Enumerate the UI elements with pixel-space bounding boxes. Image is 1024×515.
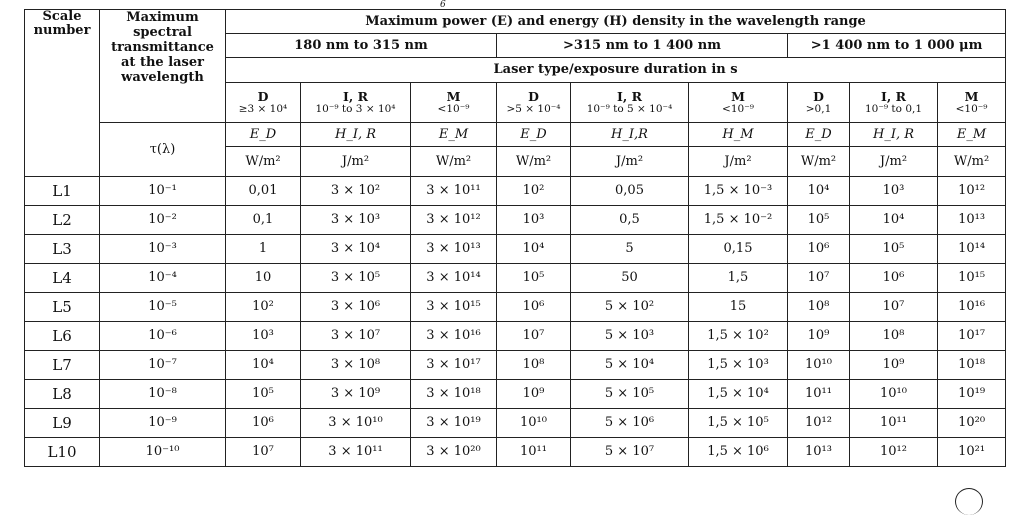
col-7-unit: W/m² [788, 147, 850, 177]
value-cell: 10⁷ [788, 264, 850, 293]
value-cell: 0,1 [226, 206, 301, 235]
col-6-header: M <10⁻⁹ [689, 83, 788, 123]
table-row [25, 206, 1006, 235]
col-5-unit: J/m² [571, 147, 689, 177]
table-row [25, 322, 1006, 351]
col-8-header: I, R 10⁻⁹ to 0,1 [850, 83, 938, 123]
col-9-unit: W/m² [938, 147, 1006, 177]
value-cell: 3 × 10⁶ [301, 293, 411, 322]
table-row [25, 264, 1006, 293]
page-mark: 6 [440, 0, 446, 10]
value-cell: 10⁴ [788, 177, 850, 206]
value-cell: 10⁶ [226, 409, 301, 438]
value-cell: 10⁷ [497, 322, 571, 351]
value-cell: 5 × 10⁷ [571, 438, 689, 467]
value-cell: 0,5 [571, 206, 689, 235]
col-5-header: I, R 10⁻⁹ to 5 × 10⁻⁴ [571, 83, 689, 123]
value-cell: 10² [497, 177, 571, 206]
value-cell: 10¹¹ [850, 409, 938, 438]
value-cell: 0,05 [571, 177, 689, 206]
value-cell: 10⁴ [226, 351, 301, 380]
value-cell: 10⁸ [788, 293, 850, 322]
range-header-1: 180 nm to 315 nm [226, 34, 497, 58]
value-cell: 10⁹ [497, 380, 571, 409]
value-cell: 3 × 10³ [301, 206, 411, 235]
col-3-symbol: E_M [411, 123, 497, 147]
value-cell: 10¹² [788, 409, 850, 438]
transmittance-cell: 10⁻⁵ [100, 293, 226, 322]
scale-number-cell: L3 [25, 235, 100, 264]
col-2-symbol: H_I, R [301, 123, 411, 147]
value-cell: 10⁶ [788, 235, 850, 264]
col-5-symbol: H_I,R [571, 123, 689, 147]
col-4-symbol: E_D [497, 123, 571, 147]
data-rows [25, 177, 1006, 467]
value-cell: 10⁸ [850, 322, 938, 351]
value-cell: 1,5 × 10⁻² [689, 206, 788, 235]
value-cell: 10⁸ [497, 351, 571, 380]
value-cell: 1,5 × 10⁵ [689, 409, 788, 438]
scale-number-cell: L2 [25, 206, 100, 235]
col-7-symbol: E_D [788, 123, 850, 147]
scale-number-cell: L4 [25, 264, 100, 293]
value-cell: 10¹⁰ [850, 380, 938, 409]
col-9-header: M <10⁻⁹ [938, 83, 1006, 123]
value-cell: 10⁵ [850, 235, 938, 264]
value-cell: 1,5 × 10⁶ [689, 438, 788, 467]
value-cell: 3 × 10⁵ [301, 264, 411, 293]
transmittance-cell: 10⁻⁹ [100, 409, 226, 438]
value-cell: 10⁷ [226, 438, 301, 467]
scale-number-cell: L7 [25, 351, 100, 380]
value-cell: 5 × 10² [571, 293, 689, 322]
value-cell: 10¹⁰ [497, 409, 571, 438]
value-cell: 3 × 10¹¹ [301, 438, 411, 467]
value-cell: 10¹⁸ [938, 351, 1006, 380]
transmittance-cell: 10⁻⁸ [100, 380, 226, 409]
value-cell: 10⁶ [850, 264, 938, 293]
value-cell: 3 × 10⁷ [301, 322, 411, 351]
col-7-header: D >0,1 [788, 83, 850, 123]
value-cell: 3 × 10⁴ [301, 235, 411, 264]
col-6-symbol: H_M [689, 123, 788, 147]
value-cell: 5 [571, 235, 689, 264]
col-4-unit: W/m² [497, 147, 571, 177]
scale-number-cell: L5 [25, 293, 100, 322]
value-cell: 3 × 10²⁰ [411, 438, 497, 467]
value-cell: 1,5 × 10² [689, 322, 788, 351]
value-cell: 10³ [226, 322, 301, 351]
value-cell: 10⁹ [850, 351, 938, 380]
col-1-unit: W/m² [226, 147, 301, 177]
value-cell: 3 × 10² [301, 177, 411, 206]
transmittance-cell: 10⁻³ [100, 235, 226, 264]
value-cell: 10²¹ [938, 438, 1006, 467]
value-cell: 10²⁰ [938, 409, 1006, 438]
corner-mark [955, 488, 983, 515]
value-cell: 3 × 10¹⁶ [411, 322, 497, 351]
value-cell: 3 × 10¹⁴ [411, 264, 497, 293]
value-cell: 5 × 10⁵ [571, 380, 689, 409]
main-title-header: Maximum power (E) and energy (H) density in the wavelength range [226, 10, 1006, 34]
value-cell: 50 [571, 264, 689, 293]
transmittance-header: Maximum spectral transmittance at the laser wavelength [100, 10, 226, 123]
value-cell: 15 [689, 293, 788, 322]
scale-number-cell: L1 [25, 177, 100, 206]
col-3-unit: W/m² [411, 147, 497, 177]
value-cell: 10¹⁵ [938, 264, 1006, 293]
table-row [25, 293, 1006, 322]
col-1-header: D ≥3 × 10⁴ [226, 83, 301, 123]
value-cell: 3 × 10¹⁰ [301, 409, 411, 438]
value-cell: 5 × 10⁴ [571, 351, 689, 380]
table-row [25, 177, 1006, 206]
value-cell: 1,5 × 10⁴ [689, 380, 788, 409]
table-row [25, 438, 1006, 467]
col-1-symbol: E_D [226, 123, 301, 147]
transmittance-cell: 10⁻¹ [100, 177, 226, 206]
value-cell: 10¹⁴ [938, 235, 1006, 264]
value-cell: 10¹¹ [497, 438, 571, 467]
col-9-symbol: E_M [938, 123, 1006, 147]
transmittance-cell: 10⁻⁴ [100, 264, 226, 293]
value-cell: 3 × 10⁹ [301, 380, 411, 409]
col-2-unit: J/m² [301, 147, 411, 177]
col-8-unit: J/m² [850, 147, 938, 177]
value-cell: 10¹⁶ [938, 293, 1006, 322]
transmittance-cell: 10⁻⁶ [100, 322, 226, 351]
transmittance-cell: 10⁻² [100, 206, 226, 235]
value-cell: 10⁴ [497, 235, 571, 264]
transmittance-cell: 10⁻¹⁰ [100, 438, 226, 467]
value-cell: 10¹³ [788, 438, 850, 467]
value-cell: 5 × 10³ [571, 322, 689, 351]
range-header-2: >315 nm to 1 400 nm [497, 34, 788, 58]
col-2-header: I, R 10⁻⁹ to 3 × 10⁴ [301, 83, 411, 123]
value-cell: 10 [226, 264, 301, 293]
scale-number-header: Scale number [25, 10, 100, 177]
value-cell: 10¹⁹ [938, 380, 1006, 409]
value-cell: 10⁷ [850, 293, 938, 322]
value-cell: 10² [226, 293, 301, 322]
table-row [25, 235, 1006, 264]
table-row [25, 409, 1006, 438]
value-cell: 10¹³ [938, 206, 1006, 235]
col-3-header: M <10⁻⁹ [411, 83, 497, 123]
value-cell: 10⁶ [497, 293, 571, 322]
value-cell: 3 × 10¹⁵ [411, 293, 497, 322]
value-cell: 10⁵ [226, 380, 301, 409]
value-cell: 10⁵ [497, 264, 571, 293]
laser-scale-table [24, 9, 1006, 467]
value-cell: 10³ [850, 177, 938, 206]
transmittance-cell: 10⁻⁷ [100, 351, 226, 380]
value-cell: 10¹¹ [788, 380, 850, 409]
value-cell: 1 [226, 235, 301, 264]
value-cell: 3 × 10¹³ [411, 235, 497, 264]
range-header-3: >1 400 nm to 1 000 μm [788, 34, 1006, 58]
col-6-unit: J/m² [689, 147, 788, 177]
value-cell: 5 × 10⁶ [571, 409, 689, 438]
tau-header: τ(λ) [100, 123, 226, 177]
value-cell: 10⁵ [788, 206, 850, 235]
value-cell: 0,01 [226, 177, 301, 206]
value-cell: 1,5 × 10⁻³ [689, 177, 788, 206]
value-cell: 1,5 × 10³ [689, 351, 788, 380]
symbol-row [25, 123, 1006, 147]
table-row [25, 351, 1006, 380]
value-cell: 10⁴ [850, 206, 938, 235]
value-cell: 3 × 10⁸ [301, 351, 411, 380]
scale-number-cell: L6 [25, 322, 100, 351]
table-row [25, 380, 1006, 409]
value-cell: 10¹² [850, 438, 938, 467]
value-cell: 10¹⁰ [788, 351, 850, 380]
value-cell: 1,5 [689, 264, 788, 293]
value-cell: 3 × 10¹⁸ [411, 380, 497, 409]
value-cell: 0,15 [689, 235, 788, 264]
value-cell: 3 × 10¹⁷ [411, 351, 497, 380]
value-cell: 10³ [497, 206, 571, 235]
scale-number-cell: L10 [25, 438, 100, 467]
value-cell: 10⁹ [788, 322, 850, 351]
value-cell: 3 × 10¹⁹ [411, 409, 497, 438]
scale-number-cell: L8 [25, 380, 100, 409]
value-cell: 3 × 10¹¹ [411, 177, 497, 206]
col-4-header: D >5 × 10⁻⁴ [497, 83, 571, 123]
scale-number-cell: L9 [25, 409, 100, 438]
value-cell: 3 × 10¹² [411, 206, 497, 235]
value-cell: 10¹⁷ [938, 322, 1006, 351]
col-8-symbol: H_I, R [850, 123, 938, 147]
laser-type-header: Laser type/exposure duration in s [226, 58, 1006, 83]
value-cell: 10¹² [938, 177, 1006, 206]
